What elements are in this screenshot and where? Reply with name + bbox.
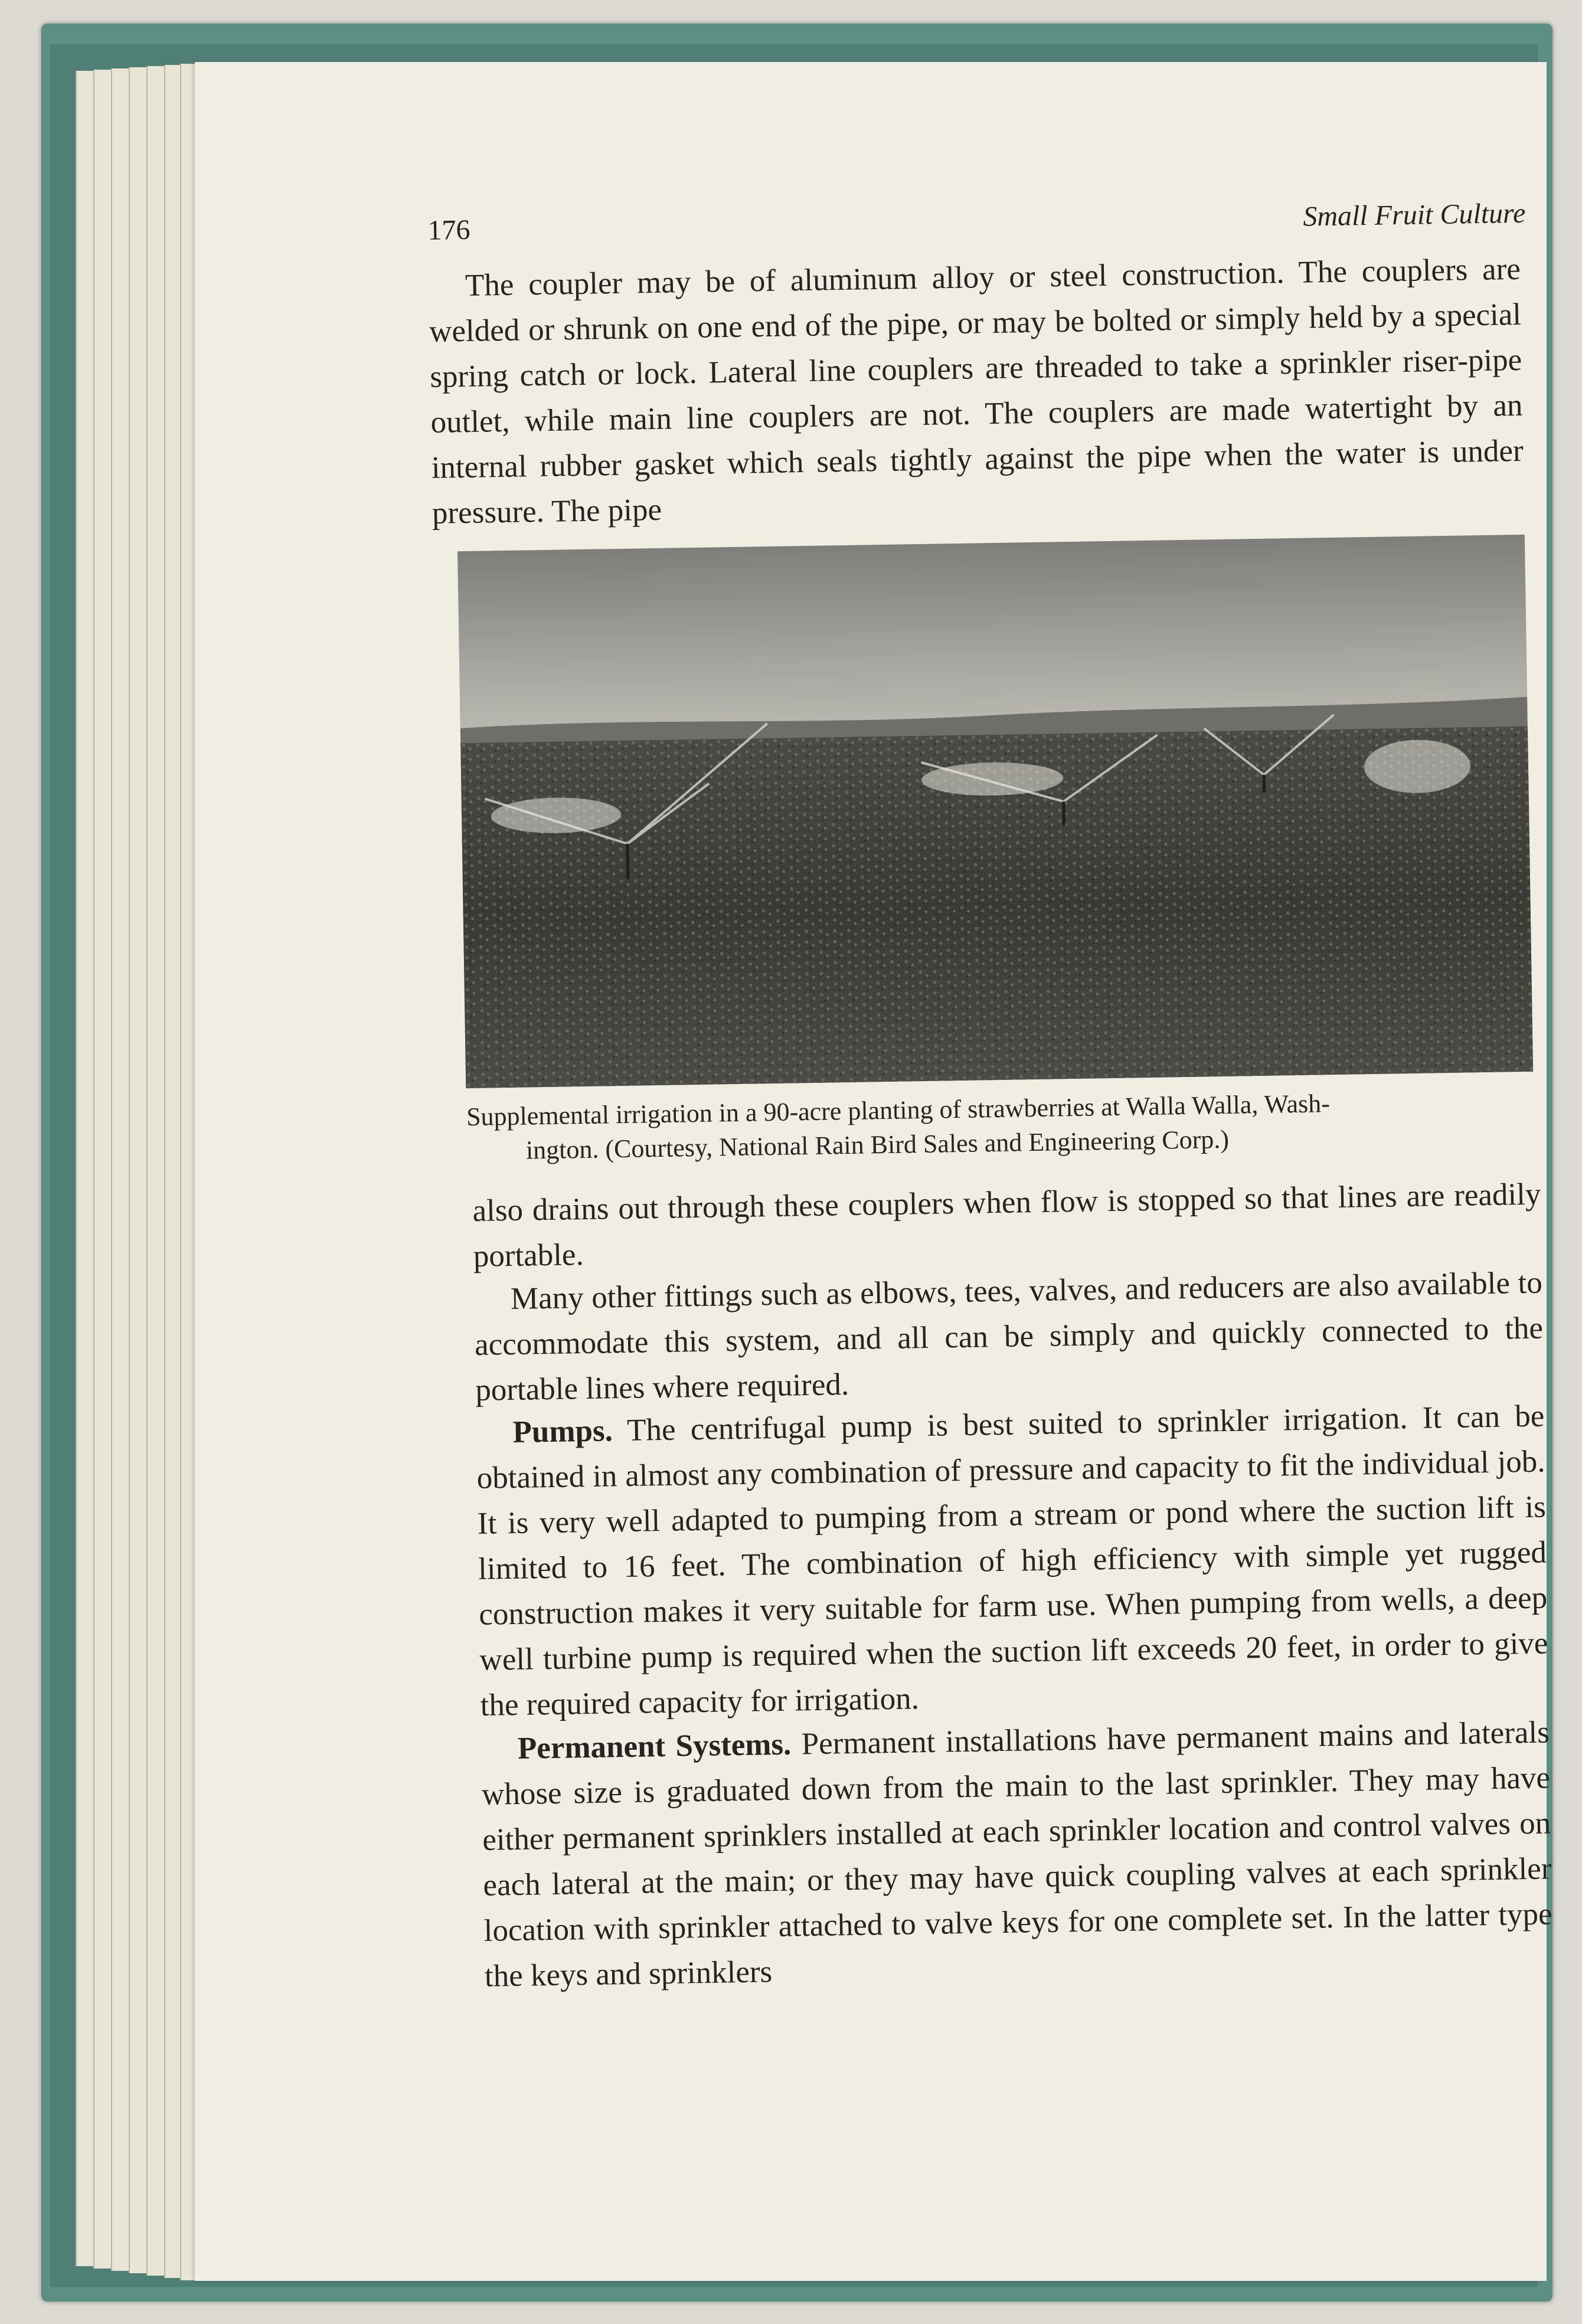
figure-caption [466,1084,1536,1168]
caption-line-1: Supplemental irrigation in a 90-acre planting of strawberries at Walla Walla, Wash- [466,1089,1331,1132]
irrigation-photo [457,535,1533,1088]
caption-line-2: ington. (Courtesy, National Rain Bird Sales and Engineering Corp.) [525,1124,1230,1165]
heading-permanent-systems: Permanent Systems. [517,1727,792,1766]
paragraph-permanent-systems [481,1710,1553,1999]
running-title: Small Fruit Culture [1302,197,1526,233]
heading-pumps: Pumps. [512,1413,613,1449]
permanent-systems-body: Permanent installations have permanent mains and laterals whose size is graduated down from the main to the last sprinkler. They may have either permanent sprinklers installed at each sprinkler location and control valves on each lateral at the main; or they may have quick coupling valves at each sprinkler location with sprinkler attached to valve keys for one complete set. In the latter type the keys and sprinklers [481,1715,1552,1994]
paragraph-drains: also drains out through these couplers when flow is stopped so that lines are readily portable. [472,1177,1541,1274]
page-number: 176 [427,214,470,246]
paragraph-pumps [476,1394,1549,1729]
paragraph-couplers: The coupler may be of aluminum alloy or steel construction. The couplers are welded or shrunk on one end of the pipe, or may be bolted or simply held by a special spring catch or lock. Lateral line couplers are threaded to take a sprinkler riser-pipe outlet, while main line couplers are not. The couplers are made watertight by an internal rubber gasket which seals tightly against the pipe when the water is under pressure. The pipe [429,251,1524,531]
paragraph-fittings: Many other fittings such as elbows, tees, valves, and reducers are also available to accommodate this system, and all can be simply and quickly connected to the portable lines where required. [474,1265,1544,1408]
book-page [195,62,1552,2281]
pumps-body: The centrifugal pump is best suited to sprinkler irrigation. It can be obtained in almost any combination of pressure and capacity to fit the individual job. It is very well adapted to pumping from a stream or pond where the suction lift is limited to 16 feet. The combination of high efficiency with simple yet rugged construction makes it very suitable for farm use. When pumping from wells, a deep well turbine pump is required when the suction lift exceeds 20 feet, in order to give the required capacity for irrigation. [476,1399,1548,1723]
sprinkler-field-illustration [457,535,1533,1088]
running-header [427,197,1526,256]
